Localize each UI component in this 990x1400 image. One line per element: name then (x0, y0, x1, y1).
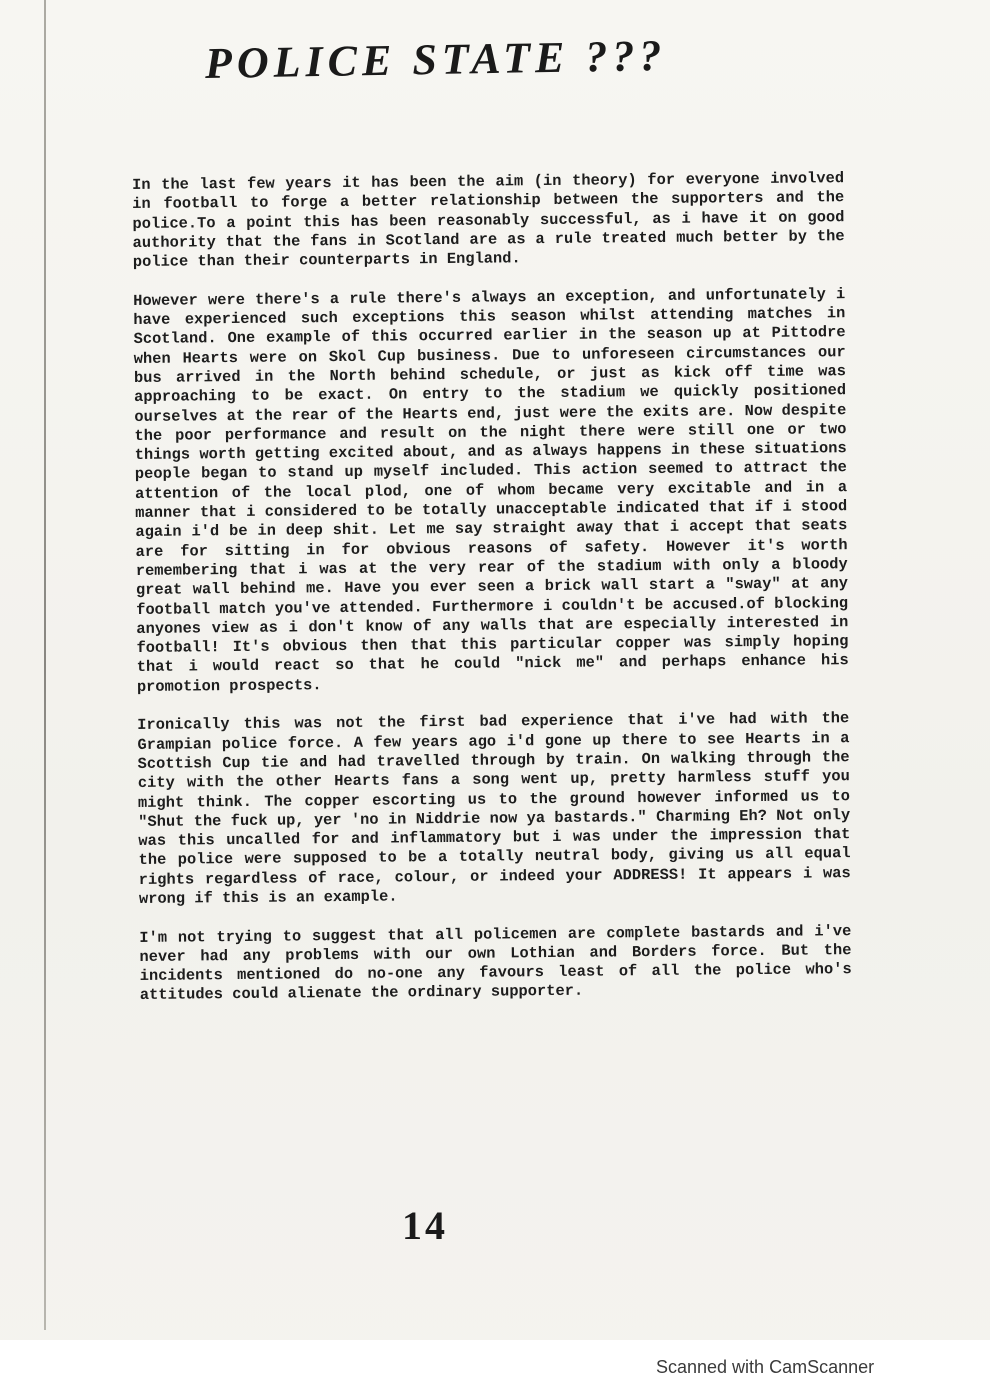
page-number: 14 (402, 1203, 448, 1248)
page-edge-shadow (44, 0, 46, 1330)
article-title: POLICE STATE ??? (204, 30, 667, 88)
paragraph-3: Ironically this was not the first bad experience that i've had with the Grampian police force. A few years ago i'd gone up there to see Hearts in a Scottish Cup tie and had travelled through by train. On walking through the city with the other Hearts fans a song went up, pretty harmless stuff you might think. The copper escorting us to the ground however informed us to "Shut the fuck up, yer 'no in Niddrie now ya bastards." Charming Eh? Not only was this uncalled for and inflammatory but i was under the impression that the police were supposed to be a totally neutral body, giving us all equal rights regardless of race, colour, or indeed your ADDRESS! It appears i was wrong if this is an example. (137, 709, 851, 908)
scanner-watermark: Scanned with CamScanner (656, 1357, 875, 1377)
paragraph-1: In the last few years it has been the aim (in theory) for everyone involved in football to forge a better relationship between the supporters and the police.To a point this has been reasonably successful, as i have it on good authority that the fans in Scotland are as a rule treated much better by the police than their counterparts in England. (132, 169, 845, 272)
paragraph-4: I'm not trying to suggest that all policemen are complete bastards and i've never had any problems with our own Lothian and Borders force. But the incidents mentioned do no-one any favours least of all the police who's attitudes could alienate the ordinary supporter. (139, 921, 852, 1005)
article-body (132, 169, 852, 1025)
paragraph-2: However were there's a rule there's always an exception, and unfortunately i have experienced such exceptions this season whilst attending matches in Scotland. One example of this occurred earlier in the season up at Pittodre when Hearts were on Skol Cup business. Due to unforeseen circumstances our bus arrived in the North behind schedule, or just as kick off time was approaching to be exact. On entry to the stadium we quickly positioned ourselves at the rear of the Hearts end, just were the exits are. Now despite the poor performance and result on the night there were still one or two things worth getting excited about, and as always happens in these situations people began to stand up myself included. This action seemed to attract the attention of the local plod, one of whom became very excitable and in a manner that i considered to be totally unacceptable indicated that if i stood again i'd be in deep shit. Let me say straight away that i accept that seats are for sitting in for obvious reasons of safety. However it's worth remembering that i was at the very rear of the stadium with only a bloody great wall behind me. Have you ever seen a brick wall start a "sway" at any football match you've attended. Furthermore i couldn't be accused.of blocking anyones view as i don't know of any walls that are especially interested in football! It's obvious then that this particular copper was simply hoping that i would react so that he could "nick me" and perhaps enhance his promotion prospects. (133, 284, 849, 696)
